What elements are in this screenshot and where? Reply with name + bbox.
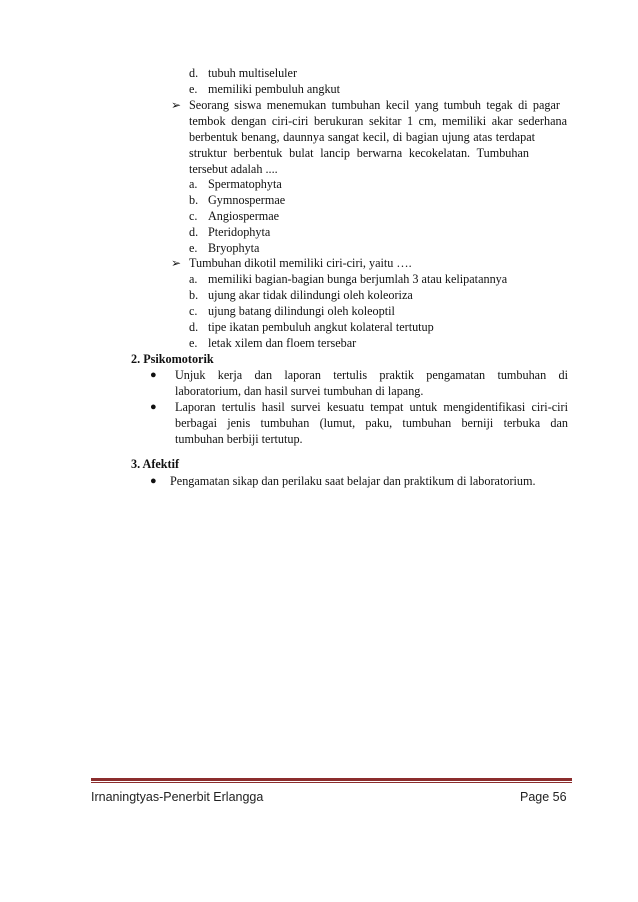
option-letter: e. (189, 336, 198, 350)
option-text: ujung akar tidak dilindungi oleh koleoriza (208, 288, 413, 302)
footer-publisher: Irnaningtyas-Penerbit Erlangga (91, 790, 264, 804)
question-line: berbentuk benang, daunnya sangat kecil, di bagian ujung atas terdapat (189, 130, 535, 144)
list-item-line: laboratorium, dan hasil survei tumbuhan di lapang. (175, 384, 424, 398)
section-heading-psikomotorik: 2. Psikomotorik (131, 352, 214, 366)
question-line: Tumbuhan dikotil memiliki ciri-ciri, yaitu …. (189, 256, 412, 270)
footer-rule-thin (91, 782, 572, 783)
option-letter: d. (189, 320, 199, 334)
option-letter: c. (189, 304, 198, 318)
bullet-icon: ● (150, 401, 157, 413)
bullet-icon: ● (150, 369, 157, 381)
list-item-line: Laporan tertulis hasil survei kesuatu tempat untuk mengidentifikasi ciri-ciri (175, 400, 568, 414)
list-item-line: berbagai jenis tumbuhan (lumut, paku, tumbuhan berniji terbuka dan (175, 416, 568, 430)
section-heading-afektif: 3. Afektif (131, 457, 180, 471)
list-item-line: Unjuk kerja dan laporan tertulis praktik pengamatan tumbuhan di (175, 368, 568, 382)
option-letter: a. (189, 177, 198, 191)
option-letter: c. (189, 209, 198, 223)
list-item-line: Pengamatan sikap dan perilaku saat belajar dan praktikum di laboratorium. (170, 474, 536, 488)
option-text: ujung batang dilindungi oleh koleoptil (208, 304, 395, 318)
option-letter: a. (189, 272, 198, 286)
option-text: Spermatophyta (208, 177, 282, 191)
option-text: memiliki pembuluh angkut (208, 82, 341, 96)
footer-rule (91, 778, 572, 781)
option-text: tubuh multiseluler (208, 66, 298, 80)
option-letter: d. (189, 66, 199, 80)
bullet-icon: ● (150, 475, 157, 487)
option-text: tipe ikatan pembuluh angkut kolateral tertutup (208, 320, 434, 334)
question-line: struktur berbentuk bulat lancip berwarna kecokelatan. Tumbuhan (189, 146, 529, 160)
list-item-line: tumbuhan berbiji tertutup. (175, 432, 303, 446)
option-letter: b. (189, 288, 199, 302)
option-letter: d. (189, 225, 199, 239)
option-letter: e. (189, 241, 198, 255)
option-text: Angiospermae (208, 209, 280, 223)
option-text: Gymnospermae (208, 193, 286, 207)
option-text: Bryophyta (208, 241, 260, 255)
arrow-bullet-icon: ➢ (171, 256, 182, 270)
option-text: Pteridophyta (208, 225, 271, 239)
option-text: memiliki bagian-bagian bunga berjumlah 3 atau kelipatannya (208, 272, 508, 286)
arrow-bullet-icon: ➢ (171, 98, 182, 112)
option-letter: e. (189, 82, 198, 96)
option-text: letak xilem dan floem tersebar (208, 336, 357, 350)
page-number: Page 56 (520, 790, 567, 804)
option-letter: b. (189, 193, 199, 207)
question-line: tembok dengan ciri-ciri berukuran sekitar 1 cm, memiliki akar sederhana (189, 114, 567, 128)
question-line: tersebut adalah .... (189, 162, 278, 176)
question-line: Seorang siswa menemukan tumbuhan kecil yang tumbuh tegak di pagar (189, 98, 560, 112)
